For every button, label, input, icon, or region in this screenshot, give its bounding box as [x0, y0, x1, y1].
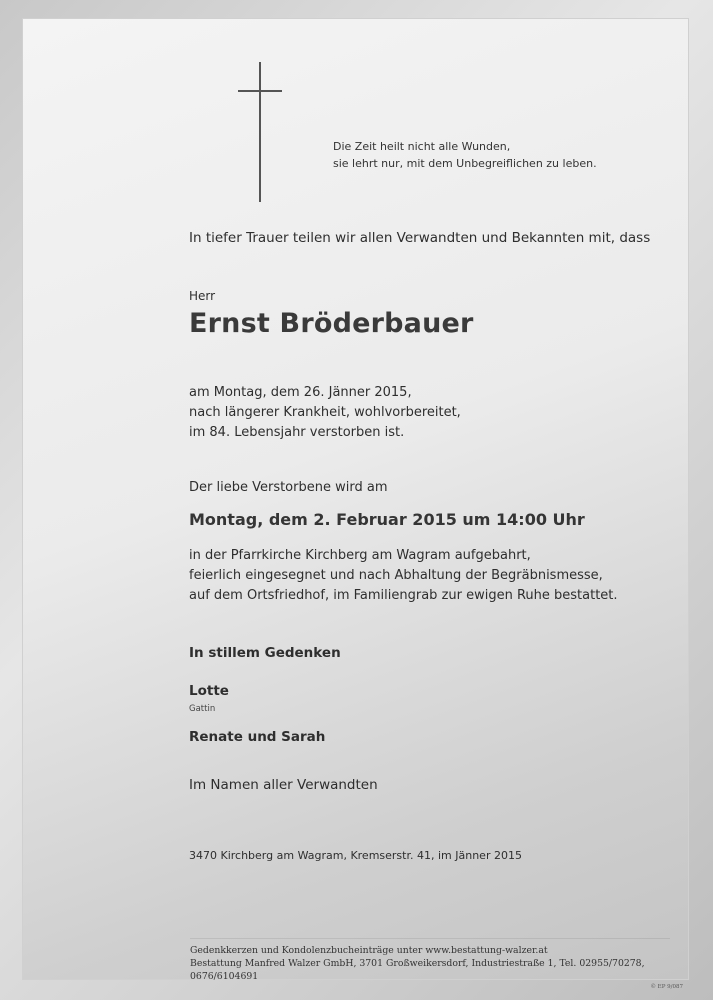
funeral-detail-line: feierlich eingesegnet und nach Abhaltung der Begräbnismesse, — [189, 568, 603, 583]
memorial-quote — [333, 138, 597, 172]
mourner-name: Renate und Sarah — [189, 729, 326, 745]
death-line: nach längerer Krankheit, wohlvorbereitet, — [189, 405, 461, 420]
death-details — [189, 383, 461, 443]
funeral-intro: Der liebe Verstorbene wird am — [189, 480, 388, 495]
footer-line-1: Gedenkkerzen und Kondolenzbucheinträge unter www.bestattung-walzer.at — [190, 945, 548, 956]
funeral-home-footer — [190, 944, 713, 983]
deceased-name: Ernst Bröderbauer — [189, 308, 474, 339]
mourners-heading: In stillem Gedenken — [189, 645, 341, 661]
funeral-details — [189, 546, 618, 606]
cross-icon-horizontal — [238, 90, 282, 92]
cross-icon-vertical — [259, 62, 261, 202]
print-code: © EP 9/087 — [650, 984, 683, 990]
death-line: am Montag, dem 26. Jänner 2015, — [189, 385, 412, 400]
quote-line-2: sie lehrt nur, mit dem Unbegreiflichen zu leben. — [333, 157, 597, 170]
footer-divider — [190, 938, 670, 939]
death-line: im 84. Lebensjahr verstorben ist. — [189, 425, 405, 440]
funeral-detail-line: in der Pfarrkirche Kirchberg am Wagram aufgebahrt, — [189, 548, 531, 563]
footer-line-2: Bestattung Manfred Walzer GmbH, 3701 Großweikersdorf, Industriestraße 1, Tel. 02955/70278, 0676/6104691 — [190, 958, 645, 982]
mourners-closing: Im Namen aller Verwandten — [189, 777, 378, 793]
funeral-date: Montag, dem 2. Februar 2015 um 14:00 Uhr — [189, 510, 585, 529]
funeral-detail-line: auf dem Ortsfriedhof, im Familiengrab zur ewigen Ruhe bestattet. — [189, 588, 618, 603]
address-line: 3470 Kirchberg am Wagram, Kremserstr. 41, im Jänner 2015 — [189, 849, 522, 862]
mourner-name: Lotte — [189, 683, 229, 699]
mourner-relation: Gattin — [189, 704, 216, 714]
announcement-intro: In tiefer Trauer teilen wir allen Verwandten und Bekannten mit, dass — [189, 230, 651, 246]
quote-line-1: Die Zeit heilt nicht alle Wunden, — [333, 140, 511, 153]
salutation: Herr — [189, 289, 216, 303]
